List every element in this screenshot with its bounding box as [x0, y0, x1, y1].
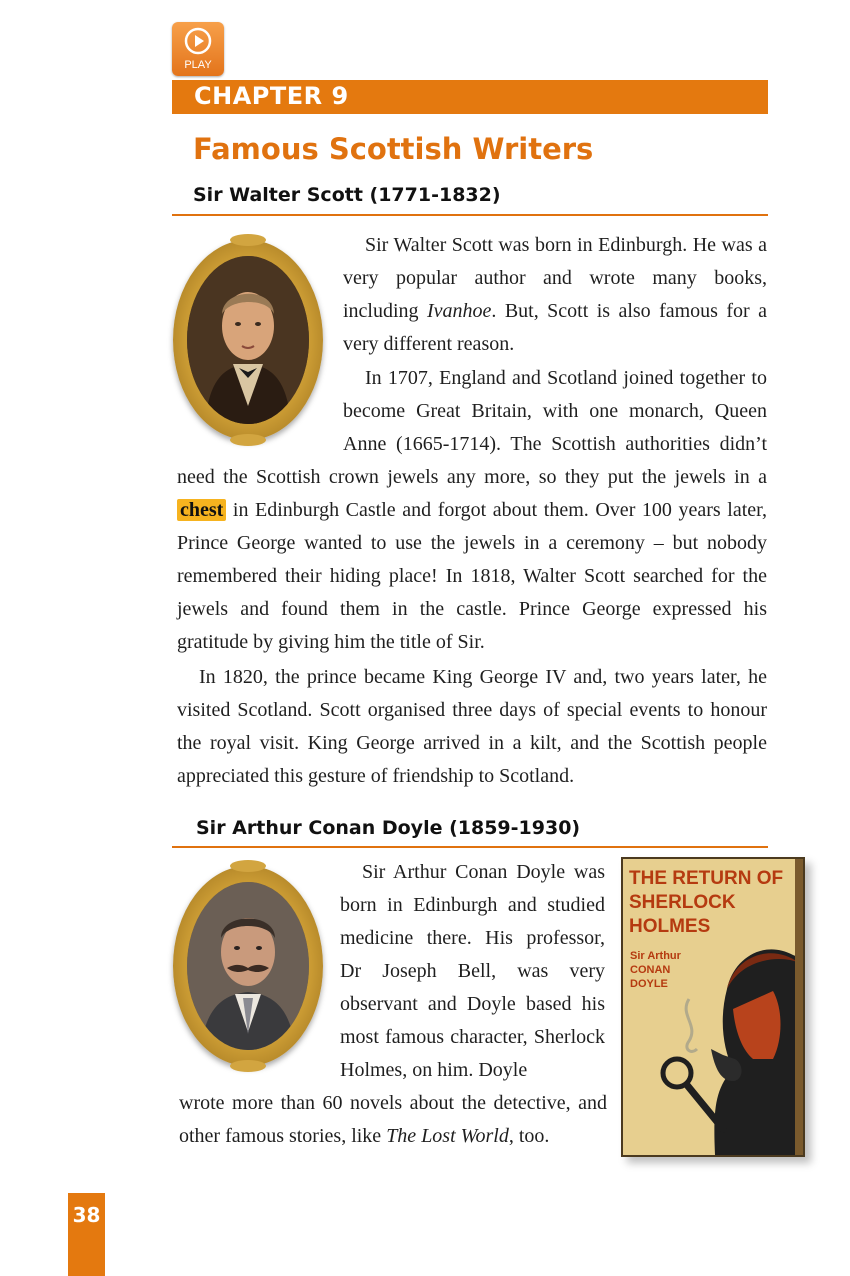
section-rule-scott [172, 214, 768, 216]
chapter-banner [172, 80, 768, 114]
page-title: Famous Scottish Writers [193, 132, 594, 166]
frame-ornament-icon [230, 1060, 266, 1072]
text-wrap-spacer [177, 362, 343, 461]
page-number: 38 [72, 1203, 101, 1227]
chapter-label: CHAPTER 9 [194, 82, 349, 110]
section-rule-doyle [172, 846, 768, 848]
frame-ornament-icon [230, 234, 266, 246]
play-icon [184, 27, 212, 55]
section-heading-scott: Sir Walter Scott (1771-1832) [193, 184, 501, 206]
doyle-paragraph-2: wrote more than 60 novels about the detective, and other famous stories, like The Lost World, too. [179, 1092, 607, 1147]
page-number-tab [68, 1193, 105, 1276]
doyle-portrait [173, 866, 323, 1066]
scott-paragraph-3: In 1820, the prince became King George IV and, two years later, he visited Scotland. Scott organised three days of special events to honour the royal visit. King George arrived in a kilt, and the Scottish people appreciated this gesture of friendship to Scotland. [177, 666, 767, 787]
book-spine [795, 859, 803, 1155]
scott-paragraph-1: Sir Walter Scott was born in Edinburgh. He was a very popular author and wrote many books, including Ivanhoe. But, Scott is also famous for a very different reason. [343, 234, 768, 355]
doyle-portrait-image [187, 882, 309, 1050]
doyle-paragraph-1: Sir Arthur Conan Doyle was born in Edinburgh and studied medicine there. His professor, Dr Joseph Bell, was very observant and Doyle based his most famous character, Sherlock Holmes, on him. Doyle [340, 861, 605, 1081]
play-button[interactable] [172, 22, 224, 76]
play-label: PLAY [184, 59, 212, 71]
section-heading-doyle: Sir Arthur Conan Doyle (1859-1930) [196, 817, 581, 839]
book-title: THE RETURN OF SHERLOCK HOLMES [629, 868, 784, 937]
scott-paragraph-2: In 1707, England and Scotland joined together to become Great Britain, with one monarch, Queen Anne (1665-1714). The Scottish authorities didn’t need the Scottish crown jewels any more, so they put the jewels in a chest in Edinburgh Castle and forgot about them. Over 100 years later, Prince George wanted to use the jewels in a ceremony – but nobody remembered their hiding place! In 1818, Walter Scott searched for the jewels and found them in the castle. Prince George expressed his gratitude by giving him the title of Sir. [177, 362, 767, 659]
frame-ornament-icon [230, 860, 266, 872]
highlighted-word-chest[interactable]: chest [177, 499, 226, 521]
book-cover [621, 857, 805, 1157]
book-author: Sir Arthur CONAN DOYLE [630, 950, 681, 990]
